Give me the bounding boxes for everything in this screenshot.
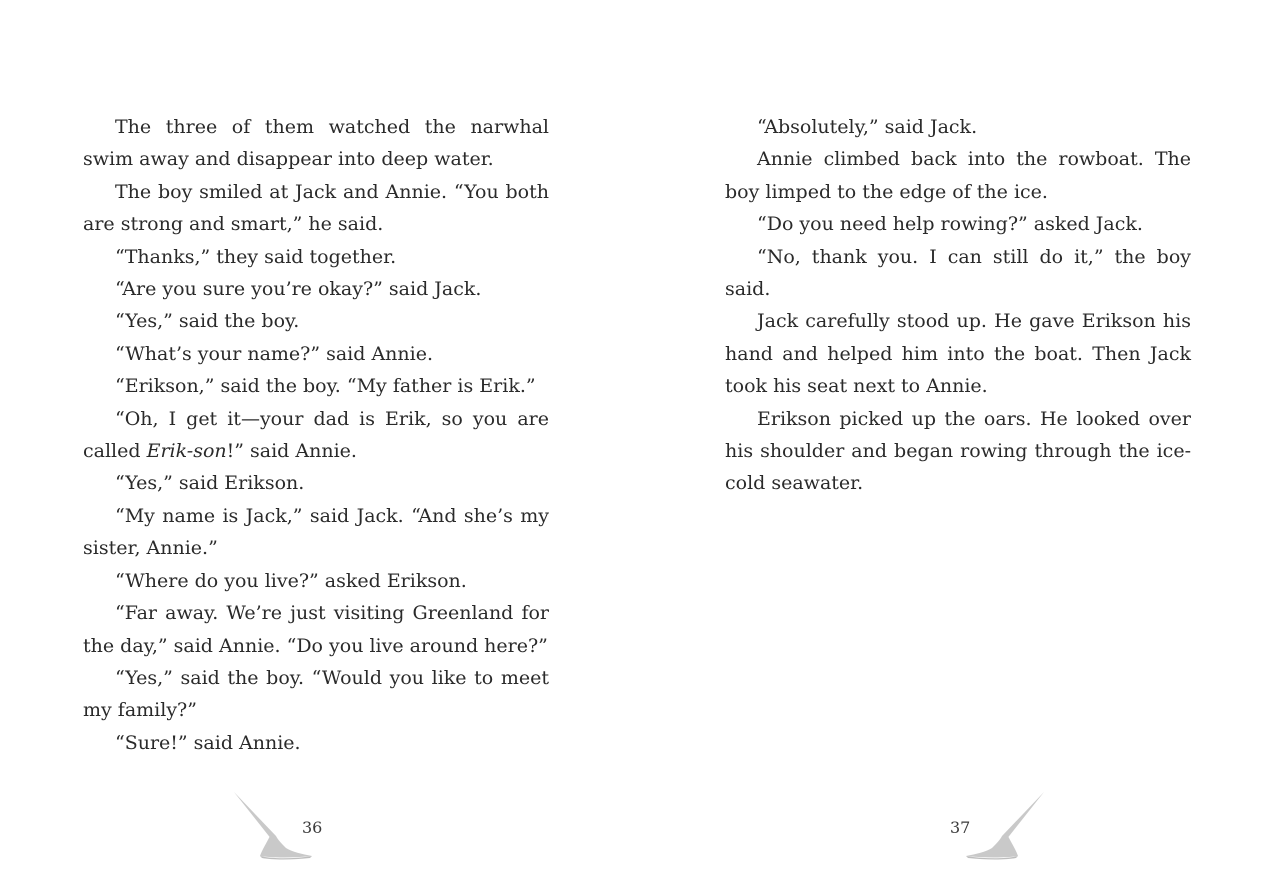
paragraph: “Do you need help rowing?” asked Jack.	[757, 213, 1143, 236]
left-folio	[232, 790, 342, 862]
paragraph: “Yes,” said the boy. “Would you like to meet my family?”	[83, 666, 549, 722]
paragraph-text: “Oh, I get it—your dad is Erik, so you are called	[83, 407, 549, 463]
paragraph: “Erikson,” said the boy. “My father is Erik.”	[115, 375, 536, 398]
paragraph: The three of them watched the narwhal swim away and disappear into deep water.	[83, 116, 549, 171]
italic-name: Erik-son	[146, 440, 227, 463]
page-number: 37	[950, 818, 971, 837]
right-page	[636, 0, 1272, 877]
paragraph: “Sure!” said Annie.	[115, 731, 301, 754]
paragraph: Jack carefully stood up. He gave Erikson his hand and helped him into the boat. Then Jack took his seat next to Annie.	[725, 310, 1191, 398]
paragraph: “Where do you live?” asked Erikson.	[115, 569, 467, 592]
paragraph: “What’s your name?” said Annie.	[115, 342, 434, 365]
paragraph	[83, 403, 549, 468]
paragraph: “My name is Jack,” said Jack. “And she’s my sister, Annie.”	[83, 504, 549, 560]
paragraph: “Thanks,” they said together.	[115, 245, 397, 268]
paragraph: “Yes,” said the boy.	[115, 310, 300, 333]
paragraph: “No, thank you. I can still do it,” the boy said.	[725, 245, 1191, 301]
paragraph: “Far away. We’re just visiting Greenland for the day,” said Annie. “Do you live around here?”	[83, 602, 549, 657]
paragraph: “Yes,” said Erikson.	[115, 472, 305, 495]
left-page-text	[83, 111, 549, 759]
paragraph: Annie climbed back into the rowboat. The boy limped to the edge of the ice.	[725, 148, 1191, 203]
right-folio	[936, 790, 1046, 862]
paragraph-text: !” said Annie.	[226, 440, 357, 463]
paragraph: “Are you sure you’re okay?” said Jack.	[115, 278, 482, 301]
paragraph: The boy smiled at Jack and Annie. “You both are strong and smart,” he said.	[83, 180, 549, 236]
right-page-text	[725, 111, 1191, 500]
paragraph: “Absolutely,” said Jack.	[757, 116, 978, 138]
paragraph: Erikson picked up the oars. He looked over his shoulder and began rowing through the ice-cold seawater.	[725, 407, 1191, 495]
narwhal-tusk-icon	[232, 790, 342, 862]
page-number: 36	[302, 818, 323, 837]
